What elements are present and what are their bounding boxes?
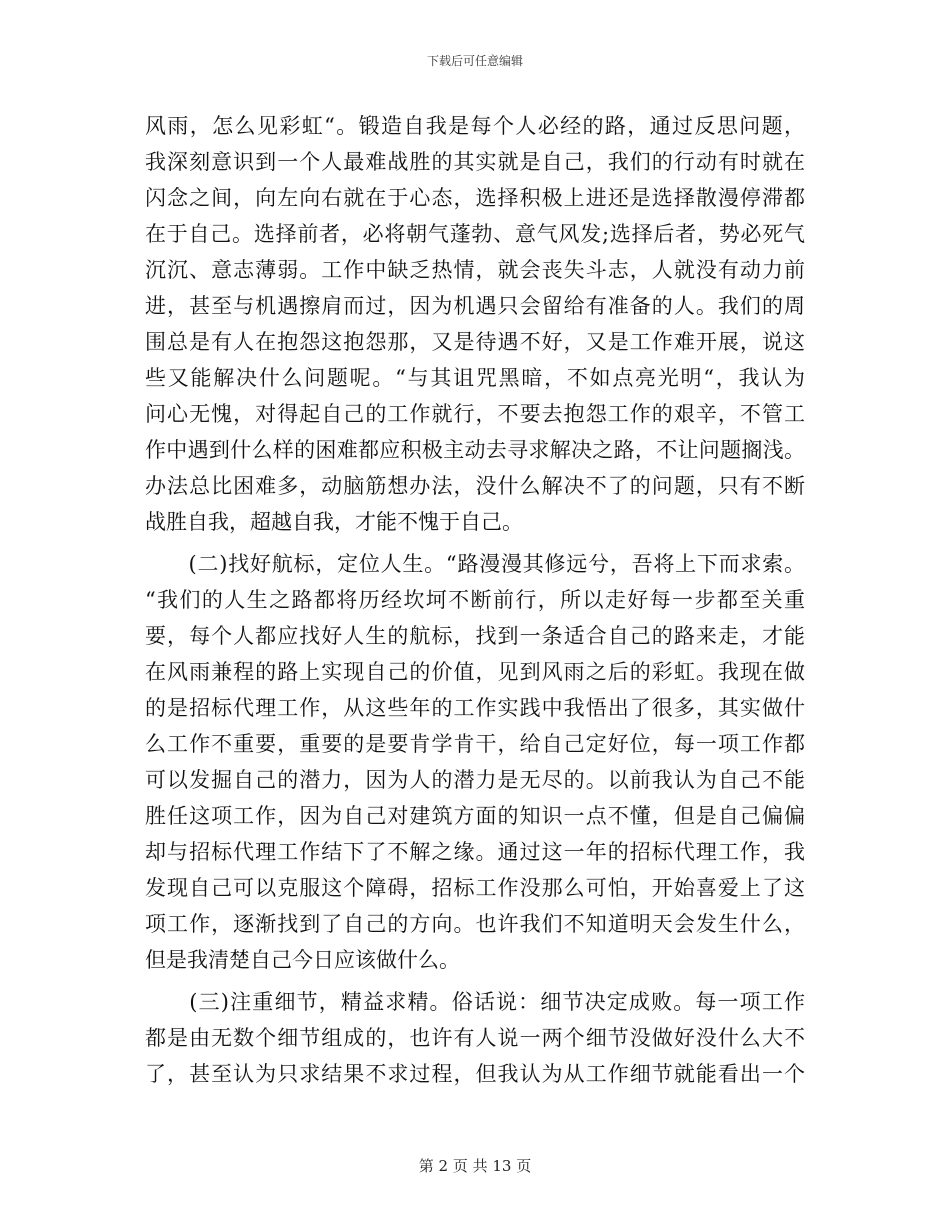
text-line: 些又能解决什么问题呢。“与其诅咒黑暗，不如点亮光明“，我认为 — [145, 366, 805, 390]
text-line: 但是我清楚自己今日应该做什么。 — [145, 948, 460, 972]
text-line: 围总是有人在抱怨这抱怨那，又是待遇不好，又是工作难开展，说这 — [145, 330, 805, 354]
text-line: 的是招标代理工作，从这些年的工作实践中我悟出了很多，其实做什 — [145, 696, 805, 720]
text-line: “我们的人生之路都将历经坎坷不断前行，所以走好每一步都至关重 — [145, 588, 805, 612]
text-line: 闪念之间，向左向右就在于心态，选择积极上进还是选择散漫停滞都 — [145, 186, 805, 210]
text-line: 都是由无数个细节组成的，也许有人说一两个细节没做好没什么大不 — [145, 1026, 805, 1050]
text-line: 项工作，逐渐找到了自己的方向。也许我们不知道明天会发生什么， — [145, 912, 805, 936]
text-line: 沉沉、意志薄弱。工作中缺乏热情，就会丧失斗志，人就没有动力前 — [145, 258, 805, 282]
text-line: (三)注重细节，精益求精。俗话说：细节决定成败。每一项工作 — [145, 990, 805, 1014]
page-header: 下载后可任意编辑 — [426, 54, 523, 68]
paragraph — [145, 108, 805, 540]
document-body — [145, 108, 805, 1092]
text-line: 战胜自我，超越自我，才能不愧于自己。 — [145, 510, 523, 534]
text-line: 在于自己。选择前者，必将朝气蓬勃、意气风发;选择后者，势必死气 — [145, 222, 805, 246]
text-line: 要，每个人都应找好人生的航标，找到一条适合自己的路来走，才能 — [145, 624, 805, 648]
text-line: 在风雨兼程的路上实现自己的价值，见到风雨之后的彩虹。我现在做 — [145, 660, 805, 684]
text-line: 作中遇到什么样的困难都应积极主动去寻求解决之路，不让问题搁浅。 — [145, 438, 805, 462]
text-line: 办法总比困难多，动脑筋想办法，没什么解决不了的问题，只有不断 — [145, 474, 805, 498]
text-line: 可以发掘自己的潜力，因为人的潜力是无尽的。以前我认为自己不能 — [145, 768, 805, 792]
text-line: 了，甚至认为只求结果不求过程，但我认为从工作细节就能看出一个 — [145, 1062, 805, 1086]
text-line: 问心无愧，对得起自己的工作就行，不要去抱怨工作的艰辛，不管工 — [145, 402, 805, 426]
paragraph — [145, 984, 805, 1092]
text-line: (二)找好航标，定位人生。“路漫漫其修远兮，吾将上下而求索。 — [145, 552, 805, 576]
text-line: 进，甚至与机遇擦肩而过，因为机遇只会留给有准备的人。我们的周 — [145, 294, 805, 318]
paragraph — [145, 546, 805, 978]
text-line: 却与招标代理工作结下了不解之缘。通过这一年的招标代理工作，我 — [145, 840, 805, 864]
text-line: 发现自己可以克服这个障碍，招标工作没那么可怕，开始喜爱上了这 — [145, 876, 805, 900]
text-line: 胜任这项工作，因为自己对建筑方面的知识一点不懂，但是自己偏偏 — [145, 804, 805, 828]
text-line: 么工作不重要，重要的是要肯学肯干，给自己定好位，每一项工作都 — [145, 732, 805, 756]
page-footer: 第 2 页 共 13 页 — [418, 1157, 532, 1175]
text-line: 我深刻意识到一个人最难战胜的其实就是自己，我们的行动有时就在 — [145, 150, 805, 174]
text-line: 风雨，怎么见彩虹“。锻造自我是每个人必经的路，通过反思问题， — [145, 114, 805, 138]
